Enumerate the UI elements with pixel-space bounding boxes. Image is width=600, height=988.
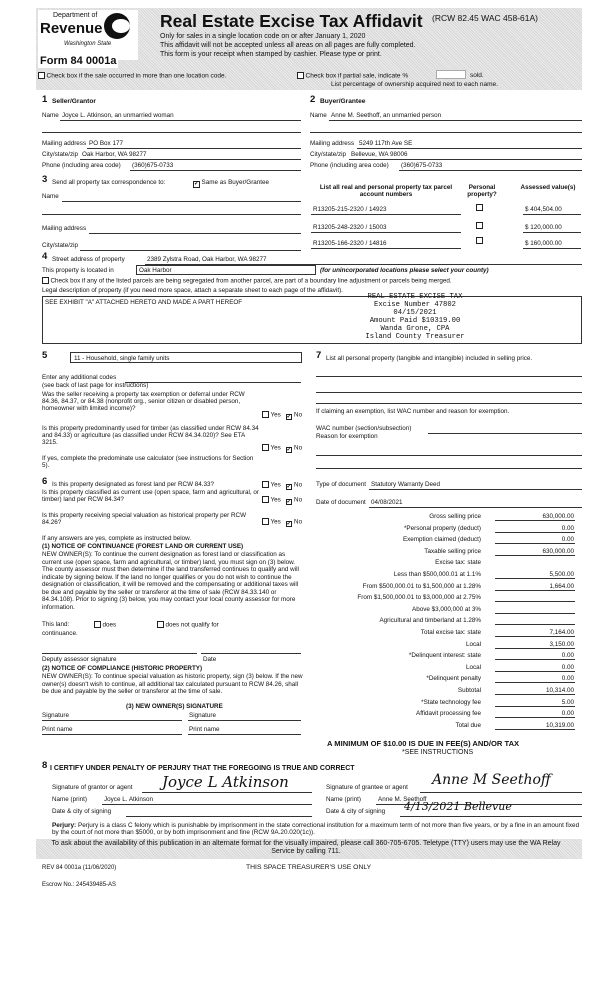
parcel-col-header: List all real and personal property tax parcel account numbers [319, 184, 453, 199]
does-not-row[interactable] [157, 621, 219, 629]
buyer-name[interactable]: Anne M. Seethoff, an unmarried person [331, 112, 442, 119]
legal-description: SEE EXHIBIT "A" ATTACHED HERETO AND MADE A PART HEREOF [45, 299, 243, 306]
historic-yes-no[interactable] [262, 518, 302, 527]
section5-number: 5 [42, 350, 48, 361]
doc-date[interactable]: 04/08/2021 [371, 499, 403, 506]
does-row[interactable] [94, 621, 116, 629]
parcel-2-value[interactable]: $ 120,000.00 [525, 224, 562, 231]
doc-type-line [369, 489, 582, 490]
perjury-head: Perjury: [52, 822, 77, 829]
perjury-body: Perjury is a class C felony which is punishable by imprisonment in the state correctional institution for a maximum term of not more than five years, or by a fine in an amount fixed by the court of not more than $5000, or by both imprisonment and fine (RCW 9A.20.020(1c)). [52, 822, 580, 837]
doc-date-label: Date of document [316, 499, 366, 506]
current-use-no-label: No [294, 496, 303, 504]
corr-mailing-line [89, 233, 301, 234]
personal-property-label: List all personal property (tangible and intangible) included in selling price. [326, 355, 533, 362]
seller-name-label: Name [42, 112, 59, 119]
forest-yes-checkbox[interactable] [262, 481, 269, 488]
does-not-label: does not qualify for [165, 621, 219, 629]
segregated-checkbox[interactable] [42, 277, 49, 284]
use-code-select[interactable]: 11 - Household, single family units [70, 352, 302, 363]
wac-number-line [428, 433, 582, 434]
header-note-3: This form is your receipt when stamped by cashier. Please type or print. [160, 51, 382, 58]
seller-mailing[interactable]: PO Box 177 [89, 140, 123, 147]
see-back-label: (see back of last page for instructions) [42, 382, 149, 389]
historic-yes-label: Yes [270, 518, 281, 526]
parcel-2-value-line [523, 232, 581, 233]
tax-row-label: Agricultural and timberland at 1.28% [379, 617, 481, 625]
continuance-heading: (1) NOTICE OF CONTINUANCE (FOREST LAND OR CURRENT USE) [42, 543, 244, 550]
grantee-date-line [400, 816, 582, 817]
tax-row-label: Exemption claimed (deduct) [402, 536, 481, 544]
historic-no-label: No [294, 518, 303, 526]
grantee-date-label: Date & city of signing [326, 808, 386, 815]
parcel-3-value-line [523, 248, 581, 249]
doc-date-line [369, 507, 582, 508]
seller-heading: Seller/Grantor [52, 98, 96, 105]
timber-yes-label: Yes [270, 444, 281, 452]
doc-type-label: Type of document [316, 481, 367, 488]
tax-row-value[interactable]: 0.00 [495, 675, 575, 683]
deputy-line [42, 653, 197, 654]
buyer-mailing-label: Mailing address [310, 140, 355, 147]
multi-location-checkbox[interactable] [38, 72, 45, 79]
tax-row-value[interactable]: 0.00 [495, 652, 575, 660]
additional-codes-label: Enter any additional codes [42, 374, 117, 381]
grantor-date-label: Date & city of signing [52, 808, 112, 815]
segregated-label: Check box if any of the listed parcels are being segregated from another parcel, are part of a boundary line adjustment or parcels being merged. [50, 277, 452, 285]
continuance-body: NEW OWNER(S): To continue the current designation as forest land or classification as current use (open space, farm and agricultural, or timber) land, you must sign on (3) below. The county assessor must then determine if the land transferred continues to qualify and will indicate by signing below. If the land no longer qualifies or you do not wish to continue the designation or classification, it will be removed and the compensating or additional taxes will be due and payable by the seller or transferor at the time of sale (RCW 84.33.140 or 84.34.108). Prior to signing (3) below, you may contact your local county assessor for more information. [42, 551, 299, 611]
buyer-mailing[interactable]: 5249 117th Ave SE [359, 140, 413, 147]
historic-question: Is this property receiving special valuation as historical property per RCW 84.26? [42, 512, 247, 527]
forest-no-label: No [294, 481, 303, 489]
owner-sig-line-1 [42, 720, 182, 721]
grantee-sig-label: Signature of grantee or agent [326, 784, 408, 791]
same-as-buyer-row[interactable] [193, 179, 269, 188]
reason-line-2 [316, 468, 582, 469]
tax-row-label: Gross selling price [429, 513, 481, 520]
corr-name-line [62, 201, 301, 202]
current-use-no-checkbox[interactable]: ✓ [286, 498, 292, 505]
assessed-value-col-header: Assessed value(s) [520, 184, 576, 191]
seller-extra-line [42, 132, 301, 133]
partial-percent-input[interactable] [436, 70, 466, 79]
grantee-signature[interactable]: Anne M Seethoff [432, 772, 551, 788]
seller-mailing-line [87, 148, 301, 149]
multi-location-checkbox-row[interactable] [38, 72, 226, 80]
section7-number: 7 [316, 350, 322, 361]
timber-no-label: No [294, 444, 303, 452]
seller-city-line [80, 159, 301, 160]
tax-row-value[interactable]: 0.00 [495, 525, 575, 533]
partial-list-label: List percentage of ownership acquired next to each name. [331, 81, 498, 88]
grantee-date[interactable]: 4/13/2021 Bellevue [404, 800, 512, 813]
grantor-date-line [126, 816, 312, 817]
timber-yes-checkbox[interactable] [262, 444, 269, 451]
buyer-phone-label: Phone (including area code) [310, 162, 389, 169]
personal-property-line-1 [316, 376, 582, 377]
tax-row-label: From $500,000.01 to $1,500,000 at 1.28% [362, 582, 481, 590]
stamp-line-4: Amount Paid $10319.00 [369, 317, 461, 326]
tax-row-value[interactable]: 1,664.00 [495, 583, 575, 591]
tax-row-value[interactable] [495, 594, 575, 602]
historic-yes-checkbox[interactable] [262, 518, 269, 525]
seller-phone[interactable]: (360)675-0733 [132, 162, 174, 169]
corr-mailing-label: Mailing address [42, 225, 87, 232]
current-use-yes-checkbox[interactable] [262, 496, 269, 503]
compliance-heading: (2) NOTICE OF COMPLIANCE (HISTORIC PROPERTY) [42, 665, 203, 672]
tax-row-value[interactable] [495, 606, 575, 614]
tax-row-label: Excise tax: state [435, 559, 481, 567]
buyer-city[interactable]: Bellevue, WA 98006 [351, 151, 408, 158]
tax-row-label: Affidavit processing fee [416, 710, 481, 718]
personal-property-line-2 [316, 392, 582, 393]
personal-property-line-3 [316, 403, 582, 404]
current-use-yes-label: Yes [270, 496, 281, 504]
exemption-no-label: No [294, 411, 303, 419]
tax-row-label: *Personal property (deduct) [403, 524, 481, 532]
tax-row-label: From $1,500,000.01 to $3,000,000 at 2.75% [357, 594, 481, 602]
current-use-question: Is this property classified as current use (open space, farm and agricultural, or timber) land per RCW 84.34? [42, 489, 259, 504]
wac-number-label: WAC number (section/subsection) [316, 425, 412, 432]
buyer-name-line [329, 120, 582, 121]
if-yes-label: If any answers are yes, complete as instructed below. [42, 535, 192, 542]
revenue-label: Revenue [40, 20, 103, 37]
tax-row-value[interactable]: 0.00 [495, 536, 575, 544]
parcel-1-personal-checkbox[interactable] [476, 204, 483, 211]
tax-row-value[interactable]: 7,164.00 [495, 629, 575, 637]
timber-question: Is this property predominantly used for timber (as classified under RCW 84.34 and 84.33) or agriculture (as classified under RCW 84.34.020)? See ETA 3215. [42, 425, 259, 447]
seller-city[interactable]: Oak Harbor, WA 98277 [82, 151, 147, 158]
correspondence-section-number: 3 [42, 174, 48, 185]
rcw-reference: (RCW 82.45 WAC 458-61A) [432, 13, 538, 23]
forest-yes-no[interactable] [262, 481, 302, 490]
rev-number: REV 84 0001a (11/06/2020) [42, 865, 117, 871]
does-label: does [102, 621, 117, 629]
owner-print-line-1 [42, 734, 182, 735]
tax-row-value[interactable] [495, 617, 575, 625]
form-number: Form 84 0001a [40, 55, 117, 67]
timber-note: If yes, complete the predominate use calculator (see instructions for Section 5). [42, 455, 254, 470]
buyer-mailing-line [357, 148, 582, 149]
correspondence-label: Send all property tax correspondence to: [52, 179, 166, 186]
owner-sig-label-2: Signature [189, 712, 216, 719]
multi-location-label: Check box if the sale occurred in more than one location code. [46, 72, 227, 80]
stamp-line-5: Wanda Grone, CPA [380, 325, 450, 334]
tax-row-label: Subtotal [457, 687, 481, 694]
legal-label: Legal description of property (if you need more space, attach a separate sheet to each page of the affidavit). [42, 287, 343, 294]
stamp-line-1: REAL ESTATE EXCISE TAX [367, 293, 463, 301]
personal-property-col-header: Personal property? [467, 184, 497, 199]
grantor-name-label: Name (print) [52, 796, 87, 803]
exemption-yes-no[interactable] [262, 411, 302, 420]
parcel-1[interactable]: R13205-215-2320 / 14923 [313, 206, 387, 213]
buyer-phone-line [399, 170, 582, 171]
parcel-3-line [311, 248, 461, 249]
buyer-section-number: 2 [310, 94, 316, 105]
buyer-phone[interactable]: (360)675-0733 [401, 162, 443, 169]
parcel-1-value[interactable]: $ 404,504.00 [525, 206, 562, 213]
buyer-city-label: City/state/zip [310, 151, 347, 158]
tax-row-value[interactable]: 630,000.00 [495, 548, 575, 556]
seller-name[interactable]: Joyce L. Atkinson, an unmarried woman [62, 112, 174, 119]
tax-row-value[interactable]: 630,000.00 [495, 513, 575, 521]
buyer-name-label: Name [310, 112, 327, 119]
perjury-notice [52, 822, 582, 837]
partial-sold-label: sold. [470, 72, 484, 79]
certify-statement: I CERTIFY UNDER PENALTY OF PERJURY THAT THE FOREGOING IS TRUE AND CORRECT [50, 765, 355, 772]
corr-extra-line [42, 214, 301, 215]
reason-line-1 [316, 455, 582, 456]
wac-label: If claiming an exemption, list WAC number and reason for exemption. [316, 408, 510, 415]
stamp-line-3: 04/15/2021 [393, 309, 437, 318]
escrow-number: Escrow No.: 245439485-AS [42, 882, 117, 888]
section6-number: 6 [42, 476, 48, 487]
tax-row-label: *State technology fee [421, 698, 481, 706]
buyer-heading: Buyer/Grantee [320, 98, 366, 105]
deputy-label: Deputy assessor signature [42, 656, 117, 663]
seller-phone-label: Phone (including area code) [42, 162, 121, 169]
segregated-row[interactable] [42, 277, 452, 285]
corr-city-line [80, 250, 301, 251]
located-note: (for unincorporated locations please select your county) [320, 267, 489, 274]
excise-tax-stamp [350, 293, 480, 341]
tax-row-label: Local [465, 663, 481, 671]
parcel-2-line [311, 232, 461, 233]
buyer-city-line [349, 159, 582, 160]
seller-section-number: 1 [42, 94, 48, 105]
tax-row-label: Taxable selling price [424, 547, 481, 555]
see-instructions: *SEE INSTRUCTIONS [402, 749, 474, 756]
tax-row-value[interactable]: 0.00 [495, 664, 575, 672]
alt-format-notice: To ask about the availability of this publication in an alternate format for the visually impaired, please call 360-705-6705. Teletype (TTY) users may use the WA Relay Service by calling 711. [51, 840, 561, 856]
located-select[interactable]: Oak Harbor [136, 265, 316, 275]
parcel-2-personal-checkbox[interactable] [476, 222, 483, 229]
tax-row-label: *Delinquent penalty [426, 675, 481, 683]
grantee-name[interactable]: Anne M. Seethoff [378, 796, 427, 803]
grantor-signature[interactable]: Joyce L Atkinson [162, 773, 289, 791]
forest-question: Is this property designated as forest land per RCW 84.33? [52, 481, 215, 488]
parcel-1-line [311, 214, 461, 215]
grantor-sig-label: Signature of grantor or agent [52, 784, 133, 791]
compliance-body: NEW OWNER(S): To continue special valuation as historic property, sign (3) below. If the new owner(s) doesn't wish to continue, all additional tax calculated pursuant to RCW 84.26, shall be due and payable by the seller or transferor at the time of sale. [42, 673, 303, 696]
located-label: This property is located in [42, 267, 114, 274]
exemption-yes-checkbox[interactable] [262, 411, 269, 418]
grantee-sig-line [420, 792, 582, 793]
parcel-1-value-line [523, 214, 581, 215]
owner-print-label-1: Print name [42, 726, 73, 733]
seller-phone-line [130, 170, 301, 171]
continuance-label: continuance. [42, 630, 78, 637]
exemption-yes-label: Yes [270, 411, 281, 419]
tax-row-value[interactable]: 10,319.00 [495, 722, 575, 730]
timber-no-checkbox[interactable]: ✓ [286, 446, 292, 453]
tax-row-value[interactable]: 3,150.00 [495, 641, 575, 649]
exemption-no-checkbox[interactable]: ✓ [286, 413, 292, 420]
new-owner-heading: (3) NEW OWNER(S) SIGNATURE [126, 703, 223, 710]
tax-row-label: *Delinquent interest: state [408, 652, 481, 660]
tax-row-value[interactable]: 0.00 [495, 710, 575, 718]
state-label: Washington State [64, 41, 112, 47]
tax-row-label: Total excise tax: state [420, 629, 481, 636]
tax-row-label: Local [465, 640, 481, 648]
tax-row-label: Above $3,000,000 at 3% [412, 605, 481, 613]
reason-label: Reason for exemption [316, 433, 378, 440]
timber-yes-no[interactable] [262, 444, 302, 453]
forest-yes-label: Yes [270, 481, 281, 489]
tax-row-value[interactable]: 10,314.00 [495, 687, 575, 695]
owner-sig-line-2 [188, 720, 301, 721]
corr-name-label: Name [42, 193, 59, 200]
partial-sale-checkbox[interactable] [297, 72, 304, 79]
seller-city-label: City/state/zip [42, 151, 79, 158]
header-note-2: This affidavit will not be accepted unless all areas on all pages are fully completed. [160, 42, 416, 49]
treasurer-use: THIS SPACE TREASURER'S USE ONLY [246, 864, 372, 871]
parcel-3[interactable]: R13205-166-2320 / 14816 [313, 240, 387, 247]
partial-sale-label: Check box if partial sale, indicate % [305, 72, 409, 80]
stamp-line-6: Island County Treasurer [365, 333, 465, 342]
additional-codes-line [125, 382, 301, 383]
minimum-due: A MINIMUM OF $10.00 IS DUE IN FEE(S) AND/OR TAX [327, 739, 520, 748]
deputy-date-line [201, 653, 301, 654]
parcel-3-personal-checkbox[interactable] [476, 237, 483, 244]
grantee-name-label: Name (print) [326, 796, 361, 803]
grantor-name[interactable]: Joyce L. Atkinson [104, 796, 154, 803]
current-use-yes-no[interactable] [262, 496, 302, 505]
owner-print-label-2: Print name [189, 726, 220, 733]
historic-no-checkbox[interactable]: ✓ [286, 520, 292, 527]
stamp-line-2: Excise Number 47802 [374, 301, 456, 310]
grantor-name-line [102, 804, 312, 805]
form-title: Real Estate Excise Tax Affidavit [160, 11, 423, 31]
exemption-question: Was the seller receiving a property tax exemption or deferral under RCW 84.36, 84.37, or 84.38 (nonprofit org., senior citizen or disabled person, homeowner with limited income)? [42, 391, 245, 413]
partial-sale-checkbox-row[interactable] [297, 72, 408, 80]
grantor-sig-line [142, 792, 312, 793]
owner-print-line-2 [188, 734, 301, 735]
same-as-buyer-checkbox[interactable]: ✓ [194, 181, 200, 187]
tax-row-label: Total due [455, 721, 481, 729]
dept-label: Department of [53, 12, 98, 19]
forest-no-checkbox[interactable]: ✓ [286, 483, 292, 490]
tax-row-value[interactable]: 5.00 [495, 699, 575, 707]
revenue-swirl-inner [112, 19, 130, 33]
street-address[interactable]: 2389 Zylstra Road, Oak Harbor, WA 98277 [147, 256, 267, 263]
seller-mailing-label: Mailing address [42, 140, 87, 147]
parcel-3-value[interactable]: $ 160,000.00 [525, 240, 562, 247]
header-note-1: Only for sales in a single location code on or after January 1, 2020 [160, 33, 366, 40]
property-section-number: 4 [42, 251, 48, 262]
owner-sig-label-1: Signature [42, 712, 69, 719]
same-as-buyer-label: Same as Buyer/Grantee [201, 179, 270, 186]
seller-name-line [60, 120, 301, 121]
parcel-2[interactable]: R13205-248-2320 / 15003 [313, 224, 387, 231]
corr-city-label: City/state/zip [42, 242, 79, 249]
section8-number: 8 [42, 760, 48, 771]
doc-type[interactable]: Statutory Warranty Deed [371, 481, 441, 488]
tax-row-value[interactable]: 5,500.00 [495, 571, 575, 579]
does-checkbox[interactable] [94, 621, 101, 628]
deputy-date-label: Date [203, 656, 217, 663]
this-land-label: This land: [42, 621, 70, 628]
street-label: Street address of property [52, 256, 125, 263]
tax-row-label: Less than $500,000.01 at 1.1% [393, 571, 481, 578]
does-not-checkbox[interactable] [157, 621, 164, 628]
buyer-extra-line [310, 132, 582, 133]
